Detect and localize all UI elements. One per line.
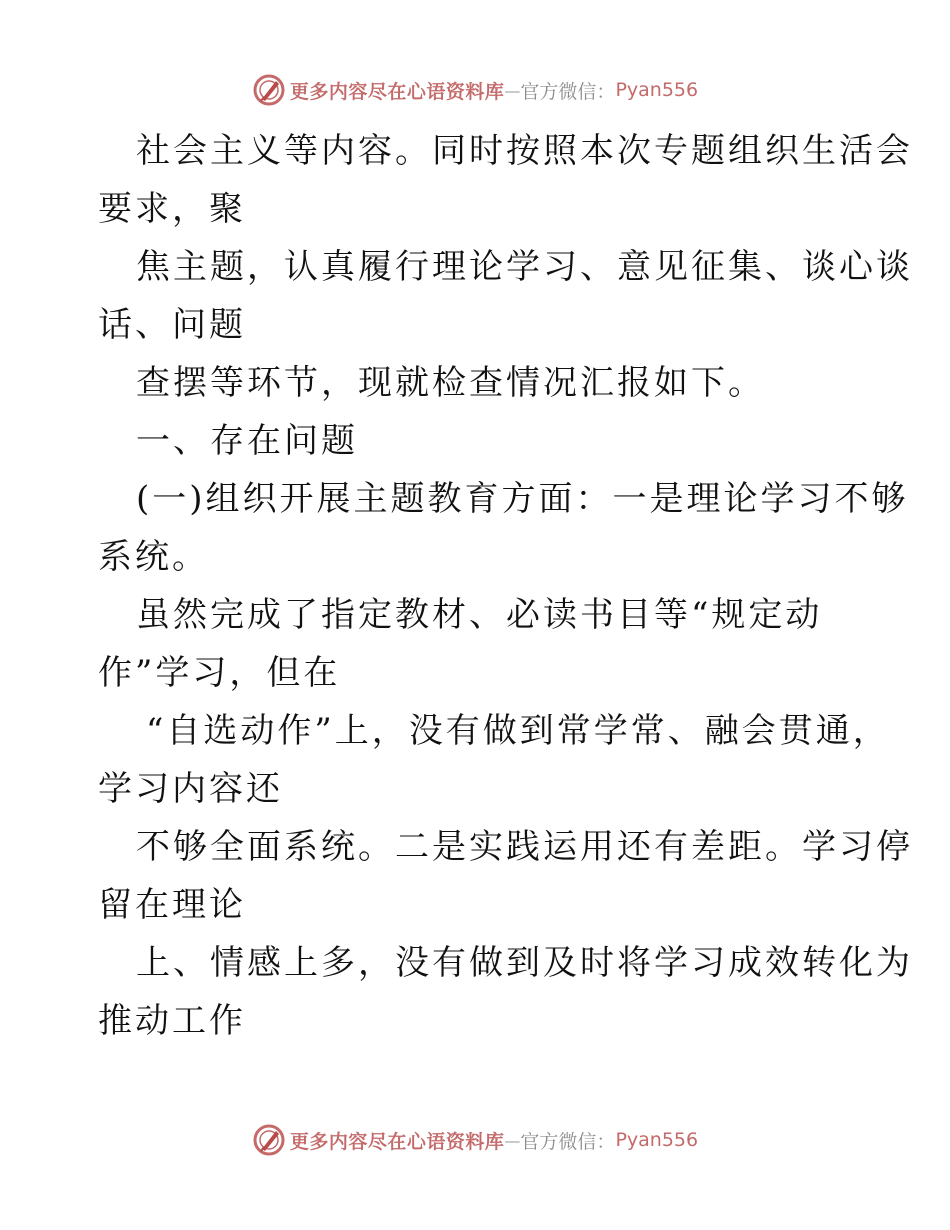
document-body bbox=[98, 122, 913, 1050]
text-line: 系统。 bbox=[98, 537, 209, 577]
text-line: 上、情感上多，没有做到及时将学习成效转化为 bbox=[136, 943, 913, 983]
header-watermark bbox=[0, 70, 950, 110]
watermark-official-label: 官方微信： bbox=[520, 1130, 616, 1153]
watermark-text-main: 更多内容尽在心语资料库 bbox=[289, 1130, 505, 1153]
watermark-official-label: 官方微信： bbox=[520, 80, 616, 103]
section-heading: 一、存在问题 bbox=[136, 421, 358, 461]
watermark-text-main: 更多内容尽在心语资料库 bbox=[289, 80, 505, 103]
text-line: 查摆等环节，现就检查情况汇报如下。 bbox=[136, 363, 765, 403]
text-line: (一)组织开展主题教育方面：一是理论学习不够 bbox=[136, 479, 909, 519]
footer-watermark bbox=[0, 1120, 950, 1160]
text-line: 焦主题，认真履行理论学习、意见征集、谈心谈 bbox=[136, 247, 913, 287]
watermark-separator: — bbox=[504, 80, 521, 100]
text-line: 话、问题 bbox=[98, 305, 246, 345]
text-line: 要求，聚 bbox=[98, 189, 246, 229]
text-line: 社会主义等内容。同时按照本次专题组织生活会 bbox=[136, 131, 913, 171]
quill-pen-logo-icon bbox=[252, 1123, 286, 1157]
text-line: 不够全面系统。二是实践运用还有差距。学习停 bbox=[136, 827, 913, 867]
quill-pen-logo-icon bbox=[252, 73, 286, 107]
watermark-wechat-id: Pyan556 bbox=[615, 79, 699, 101]
watermark-wechat-id: Pyan556 bbox=[615, 1129, 699, 1151]
text-line: 作”学习，但在 bbox=[98, 653, 341, 693]
text-line: 虽然完成了指定教材、必读书目等“规定动 bbox=[136, 595, 823, 635]
text-line: 留在理论 bbox=[98, 885, 246, 925]
text-line: “自选动作”上，没有做到常学常、融会贯通， bbox=[146, 711, 890, 751]
text-line: 学习内容还 bbox=[98, 769, 283, 809]
watermark-separator: — bbox=[504, 1130, 521, 1150]
text-line: 推动工作 bbox=[98, 1001, 246, 1041]
